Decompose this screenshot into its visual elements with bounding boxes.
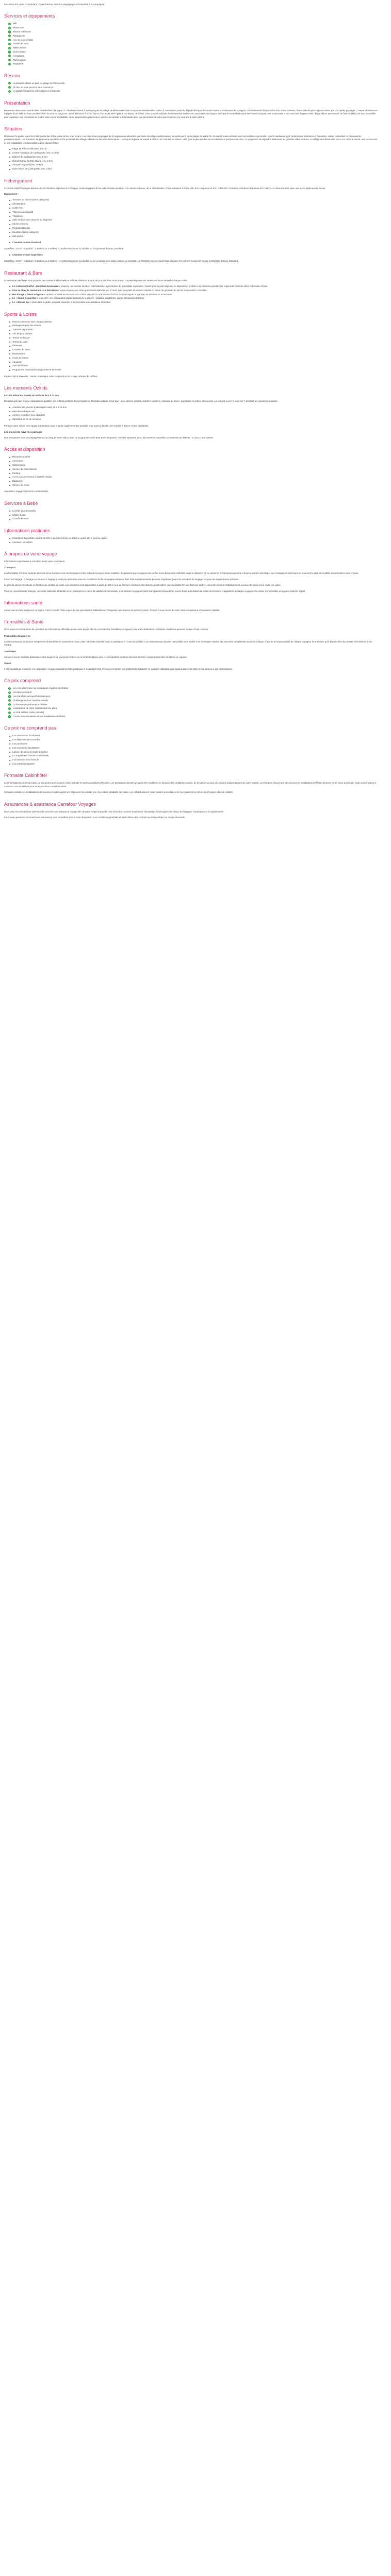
list-item-label: Wifi gratuit [12,234,23,238]
room-item [4,241,379,244]
list-item [8,90,379,93]
list-item-label: Animaux non admis. [12,540,33,544]
room-name: Chambre Deluxe Supérieure [12,253,43,256]
sports-list [4,320,379,372]
list-item [9,336,379,340]
room-name-item [9,241,379,244]
list-item-label: Transats et parasols [12,328,33,331]
enfants-list [4,406,379,421]
list-item-label: Sèche-cheveux [12,223,28,226]
hebergement-text: Le Grand Hôtel Clarivigne dispose de 82 chambres réparties sur 3 étages, toutes équipées d'une salle de bain privative, d'un sèche-cheveux, de la climatisation, d'une télévision à écran plat, d'un téléphone et d'un coffre-fort. Certaines chambres disposent d'un balcon ou d'une terrasse avec vue sur le jardin ou sur la mer. [4,187,326,190]
list-item [9,348,379,351]
list-item [9,510,379,513]
list-item [8,695,379,698]
list-item [8,42,379,45]
assurance-text: Nous vous recommandons vivement de souscrire une assurance voyage afin de partir l'esprit tranquille. Nos formules couvrent notamment l'annulation, l'interruption de séjour, les bagages, l'assistance et le rapatriement. [4,810,224,813]
outlet-name: Le « Brasse Bar » [12,301,31,304]
list-item [8,30,379,33]
list-item-label: Un lieu où vous pourrez vous ressourcer [13,86,54,89]
reseau-title: Réseau [4,73,21,78]
list-item-label: Salle de bain avec douche ou baignoire [12,218,52,222]
list-item [9,410,379,413]
list-item-label: Randonnées [12,352,25,355]
check-icon: ✓ [8,35,11,38]
list-item [9,223,379,226]
restauration-outlets [4,285,379,304]
list-item-label: La taxe de séjour à régler sur place [12,750,48,753]
sejour-text: Le prix du séjour est calculé en fonction du nombre de nuits. Les chambres sont disponibles à partir de 15h le jour de l'arrivée et doivent être libérées avant 11h le jour du départ. En cas d'arrivée tardive, merci de prévenir l'établissement. La taxe de séjour est à régler sur place. [4,584,281,587]
list-item-label: Programme d'animations en journée et en soirée [12,368,61,371]
list-item [8,691,379,694]
outlet-desc: un lieu convivial où savourer un cocktail, un café ou une boisson fraîche tout au long de la journée, en intérieur ou en terrasse. [46,293,173,296]
check-icon: ✓ [8,687,11,690]
list-item-label: Ascenseur [12,460,23,463]
list-item-label: Aire de jeux enfants [13,38,33,41]
list-item-label: Conciergerie [12,464,25,467]
presentation-title: Présentation [4,100,30,106]
services-section [4,13,379,65]
check-icon: ✓ [8,711,11,714]
list-item [9,414,379,417]
list-item [9,455,379,459]
list-item-label: Climatisation [12,202,26,206]
list-item-label: Tables tennis [13,46,26,49]
list-item [8,703,379,706]
check-icon: ✓ [8,90,11,93]
outlet-item [9,297,379,300]
situation-text: Découvrez la pointe ouest du Carlinguiste des Cités, entre terres, mer et lacs. Les plus beaux paysages de la région vous attendent, ponctués de villages pittoresques, de petits ports et de plages de sable fin. De nombreuses activités sont accessibles à proximité : sports nautiques, golf, randonnées pédestres et équestres, visites culturelles ou découvertes gastronomiques. Les amateurs de patrimoine apprécieront la proximité des villages classés et des sites historiques. L'aéroport régional se trouve à environ 40 minutes en voiture, et la gare la plus proche est accessible en quelques minutes, ce qui permet de rejoindre facilement les grandes villes voisines. Le village de Plémonville, avec son marché animé, ses commerces et ses restaurants, est accessible à pied depuis l'hôtel. [4,135,378,144]
list-item-label: Les excursions facultatives [12,746,40,749]
list-item-label: L'assistance de notre représentant sur place [13,707,58,710]
outlet-name: Le restaurant buffet « Méridiale Restaurant » [12,285,60,288]
list-item [9,202,379,206]
room-desc: Superficie : 24 m² - Capacité : 2 adultes ou 2 adultes + 1 enfant maximum. Lit double ou lits jumeaux, coin salon, balcon ou terrasse. La Chambre Deluxe Supérieure dispose des mêmes équipements que la Chambre Deluxe Standard. [4,260,239,263]
list-item-label: Cours de danse [12,356,28,359]
list-item [8,707,379,710]
assurance-section [4,802,379,820]
list-item [9,364,379,367]
equipment-list [4,198,379,238]
assurance-text2: Pour toute question concernant nos assurances, nos conseillers sont à votre disposition. Les conditions générales et particulières des contrats sont disponibles sur simple demande. [4,816,186,819]
list-item-label: Salle de fitness [12,364,28,367]
list-item-label: Tennis de table [12,340,28,343]
check-icon: ✓ [8,55,11,58]
list-item [9,468,379,471]
formalites-detail2: Aucune mesure sanitaire particulière n'est exigée à ce jour pour l'entrée sur le territoire. Nous vous recommandons toutefois de vous informer régulièrement des conditions en vigueur. [4,655,188,658]
restauration-title: Restaurant & Bars [4,270,42,276]
rooms [4,241,379,263]
list-item [9,361,379,364]
list-item [8,26,379,29]
enfants-subtitle: Le club enfant est ouvert aux enfants de 4 à 12 ans. [4,394,60,397]
list-item-label: Pataugeoire pour les enfants [12,324,42,327]
mobilite-section [4,431,379,439]
hebergement-title: Hébergement [4,178,32,183]
page [0,0,383,827]
list-item-label: L'hébergement en chambre double [13,699,48,702]
check-icon: ✓ [8,62,11,65]
list-item-label: Aéroport régional (env. 40 km) [12,163,43,166]
transport-text: Les formalités d'entrée, la durée des vols et les horaires sont communiqués à titre indicatif et peuvent être modifiés. Il appartient aux voyageurs de vérifier leurs documents d'identité avant le départ et de se présenter à l'aéroport au moins 2 heures avant le décollage. Les compagnies aériennes se réservent le droit de modifier leurs horaires sans préavis. [4,572,359,575]
restauration-section [4,270,379,304]
list-item [9,751,379,754]
list-item [9,211,379,214]
list-item-label: Le parfait compromis entre nature et modernité [13,90,60,93]
list-item-label: Chauffe-biberon [12,517,29,520]
room-item [4,253,379,257]
bagages-text: Franchise bagage : 1 bagage en soute et 1 bagage à main par personne selon les conditions de la compagnie aérienne. Des frais supplémentaires peuvent s'appliquer pour tout excédent de bagages ou pour les équipements spéciaux. [4,578,239,581]
list-item [9,341,379,344]
list-item-label: Les boissons hors formule [12,758,39,761]
conditions-text2: Certaines activités et installations sont soumises à un supplément et peuvent nécessiter une réservation préalable sur place. Les enfants doivent rester sous la surveillance de leurs parents en dehors des horaires du club enfants. [4,791,234,794]
check-icon: ✓ [8,715,11,718]
list-item-label: Le supplément chambre individuelle [12,754,49,757]
list-item [8,59,379,62]
list-item [9,738,379,741]
list-item-label: Grand Golf de la Côte Ouest (env. 6 km) [12,159,53,162]
list-item [9,460,379,463]
list-item-label: Les pourboires [12,742,28,745]
voyage-intro: Informations importantes à connaître avant votre réservation. [4,560,66,563]
list-item [9,480,379,483]
access-section [4,447,379,493]
list-item [8,699,379,702]
list-item-label: Wifi [13,22,17,25]
outlet-desc: propose une cuisine locale et internationale, agrémentée de spécialités régionales. Ouvert pour le petit-déjeuner, le déjeuner et le dîner. Les boissons pendant les repas sont incluses selon la formule choisie. [61,285,268,288]
check-icon: ✓ [8,22,11,25]
list-item [9,472,379,475]
sante-section [4,600,379,612]
list-item-label: Animations [13,54,24,57]
access-note: Assurance voyage fortement recommandée. [4,490,49,493]
assurance-title: Assurances & assistance Carrefour Voyages [4,801,96,807]
outlet-desc: vous propose une carte gourmande élaborée par le chef, avec des plats de saison mettant en valeur les produits du terroir. Réservation conseillée. [60,289,207,292]
services-list [4,22,379,65]
list-item-label: Bagagerie [12,480,23,483]
info-title: Informations pratiques [4,528,51,533]
access-list [4,455,379,487]
voyage-title: À propos de votre voyage [4,551,57,557]
outlet-item [9,293,379,296]
list-item [9,227,379,230]
list-item-label: Service de blanchisserie [12,467,37,470]
situation-title: Situation [4,126,23,131]
list-item [9,218,379,222]
list-item-label: Plage de Plémonville (env. 300 m) [12,147,47,150]
list-item-label: Spectacle de fin de semaine [12,418,41,421]
voyage-section [4,551,379,593]
list-item [9,151,379,155]
list-item-label: Aire de jeux enfants [12,332,32,335]
list-item-label: Service de réveil [12,484,29,486]
presentation-section [4,100,379,119]
list-item [8,22,379,25]
comprend-title: Ce prix comprend [4,678,41,684]
list-item-label: Les assurances facultatives [12,734,40,737]
list-item-label: Piscine extérieure avec espace détente [12,320,52,323]
formalites-title: Formalités & Santé [4,619,44,625]
list-item [9,476,379,479]
list-item-label: Les taxes aéroport [13,691,32,694]
list-item [8,39,379,42]
list-item [8,715,379,718]
services2-title: Services à Bébé [4,500,38,506]
formalites-sub3: Santé [4,663,11,666]
list-item [9,747,379,750]
list-item [9,156,379,159]
list-item-label: Marché de Carlinguiste (env. 3 km) [12,155,47,158]
list-item-label: Pataugeoire [13,34,25,37]
list-item [9,324,379,327]
list-item-label: Club enfants [13,50,26,53]
enfants-text: Encadrés par une équipe d'animateurs qualifiés, les enfants profitent d'un programme d'activités adapté à leur âge : jeux, ateliers créatifs, activités sportives, chasses au trésor, spectacles et sorties découverte. Le club est ouvert 6 jours sur 7 pendant les vacances scolaires. [4,400,278,403]
formalites-subtitle: Formalités douanières [4,635,31,638]
outlet-name: Pour le dîner, le restaurant « Le Pain Beau » [12,289,60,292]
list-item [9,514,379,517]
equipment-title: Équipement : [4,193,19,196]
sante-title: Informations santé [4,600,43,606]
list-item [9,320,379,324]
list-item-label: Télévision écran plat [12,210,34,213]
list-item [9,418,379,421]
outlet-item [9,285,379,288]
list-item [8,711,379,714]
list-item [9,754,379,757]
access-title: Accès et disposition [4,447,45,452]
enfants-title: Les moments Ozkids [4,385,48,391]
excluded-section [4,725,379,766]
list-item [8,55,379,58]
list-item-label: Chambres disponibles à partir de 15h le jour de l'arrivée et à libérer avant 11h le jour du départ. [12,536,108,539]
room-name: Chambre Deluxe Standard [12,241,41,244]
list-item-label: Réception 24h/24 [12,455,30,459]
list-item [9,484,379,487]
outlet-desc: situé dans le jardin, propose boissons et en-cas dans une ambiance détendue. [32,301,111,304]
info-list [4,537,379,544]
list-item-label: Bagagerie [13,62,24,65]
outlet-name: Le « Snack Ocean Bar » [12,297,38,300]
list-item [8,62,379,65]
sports-text: Espace Spa & Bien-être : sauna, massages, soins corporels et du visage, séance de coiffure... [4,375,99,378]
list-item [9,163,379,166]
list-item [9,167,379,171]
list-item [8,86,379,89]
sante-text: Aucun vaccin n'est exigé pour ce séjour. Il est conseillé d'être à jour de ses vaccinations habituelles et d'emporter une trousse de premiers soins. Pensez à vous munir de votre carte européenne d'assurance maladie. [4,609,220,612]
check-icon: ✓ [8,30,11,33]
check-icon: ✓ [8,26,11,29]
list-item [9,734,379,737]
list-item [9,231,379,234]
list-item [9,517,379,520]
outlet-item [9,301,379,304]
check-icon: ✓ [8,86,11,89]
list-item-label: Aquagym [12,360,22,363]
list-item-label: Pétanque [12,344,22,347]
list-item-label: Terrain multisport [12,336,30,339]
list-item-label: Terrasse ou balcon (selon catégorie) [12,198,50,201]
formalites-detail3: Il est conseillé de souscrire une assurance voyage couvrant les frais médicaux et le rapatriement. Pensez à emporter vos traitements habituels en quantité suffisante pour toute la durée de votre séjour ainsi que vos ordonnances. [4,668,233,671]
sports-section [4,312,379,378]
list-item-label: Location de vélos [12,348,30,351]
list-item-label: Les activités payantes [12,762,35,766]
check-icon: ✓ [8,38,11,41]
list-item [9,541,379,544]
presentation-text: Bienvenue dans notre Grand Hôtel Grand Hôtel Clarivigne 3*. Idéalement situé à quelques pas du village de Plémonville dans un quartier résidentiel et calme, il constitue le point de départ idéal pour découvrir toutes les richesses de la région. L'établissement dispose d'un bar, d'une terrasse, d'une salle de petit-déjeuner ainsi que d'un jardin paysager. Chaque chambre est équipée d'une salle de bain privative avec douche ou baignoire, d'une télévision à écran plat et d'un accès Wi-Fi gratuit. Au départ de l'hôtel, vous pourrez rejoindre facilement les sentiers de randonnée, les plages ainsi que le centre historique avec ses boutiques, ses restaurants et ses marchés. Le personnel, disponible et attentionné, se fera un plaisir de vous conseiller pour organiser vos excursions et rendre votre séjour inoubliable. Nous proposons également un service de navette sur demande ainsi que la location de vélos pour explorer les environs à votre rythme. [4,109,378,118]
excluded-title: Ce prix ne comprend pas [4,725,56,731]
list-item-label: Produits d'accueil [12,227,30,229]
list-item [9,464,379,467]
outlet-desc: vous offre une restauration rapide au bord de la piscine : salades, sandwichs, glaces et boissons fraîches. [39,297,145,300]
check-icon: ✓ [8,691,11,694]
list-item [9,198,379,201]
check-icon: ✓ [8,58,11,61]
list-item-label: Chaise haute [12,513,26,516]
sports-title: Sports & Loisirs [4,311,37,317]
check-icon: ✓ [8,82,11,85]
check-icon: ✓ [8,695,11,698]
mobilite-text: Nos animateurs vous accompagnent tout au long de votre séjour avec un programme varié pour petits et grands. Activités sportives, jeux, découvertes culturelles ou moments de détente : à chacun son rythme. [4,436,214,439]
list-item-label: Centre historique de Carlinguiste (env. 2,5 km) [12,151,59,155]
list-item [9,207,379,210]
list-item-label: Lit bébé (sur demande) [12,509,36,512]
list-item-label: Piscine extérieure [13,30,31,33]
list-item [9,352,379,355]
enfants-section [4,385,379,428]
list-item-label: Les transferts aéroport/hôtel/aéroport [13,695,51,698]
outlet-name: Bar-lounge « Zéro-Lucky-Bar » [12,293,46,296]
list-item-label: Activités à la journée (matin/après-midi) de 4 à 12 ans [12,405,67,409]
list-item [9,406,379,409]
restauration-text: Le restaurant de l'hôtel vous propose une cuisine traditionnelle et raffinée élaborée à partir de produits frais et de saison. Le petit-déjeuner est servi sous forme de buffet chaque matin. [4,279,188,282]
reseau-section [4,73,379,93]
excluded-list [4,734,379,766]
list-item-label: Les vols aller/retour sur compagnie régulière ou charter [13,687,69,690]
formalites-sub2: Sanitaires [4,650,16,653]
check-icon: ✓ [8,46,11,49]
formalites-text: Pour les ressortissants français, une carte nationale d'identité ou un passeport en cours de validité est nécessaire. Les mineurs voyageant sans leurs parents doivent être munis d'une autorisation de sortie du territoire. Il appartient à chaque voyageur de vérifier les formalités en vigueur avant le départ. [4,589,306,592]
situation-distances [4,147,379,171]
situation-section [4,126,379,171]
list-item-label: Les dépenses personnelles [12,738,40,741]
check-icon: ✓ [8,699,11,702]
mobilite-title: Les moments ouverts à partager [4,431,43,434]
check-icon: ✓ [8,50,11,54]
list-item-label: Ateliers créatifs et jeux éducatifs [12,414,45,417]
services2-section [4,501,379,521]
list-item-label: Le club enfants (selon période) [13,711,44,714]
list-item-label: L'accès aux animations et aux installations de l'hôtel [13,715,66,718]
list-item [9,368,379,371]
room-name-item [9,253,379,257]
list-item-label: Parking [12,471,20,474]
list-item [8,82,379,85]
services2-list [4,510,379,521]
conditions-title: Formalité Cabinhôtel [4,773,47,778]
list-item [9,742,379,745]
list-item [8,687,379,690]
check-icon: ✓ [8,42,11,45]
list-item-label: Parking privé [13,58,26,61]
formalites-detail: Les ressortissants de l'Union européenne doivent être en possession d'une carte nationale d'identité ou d'un passeport en cours de validité. Les ressortissants d'autres nationalités sont invités à se renseigner auprès des autorités compétentes avant leur départ. Il est de la responsabilité de chaque voyageur de s'assurer qu'il dispose des documents nécessaires à son voyage. [4,640,372,647]
list-item [9,235,379,238]
list-item [9,332,379,335]
list-item [9,758,379,761]
list-item [9,357,379,360]
formalites-section [4,619,379,671]
list-item-label: Gare SNCF de Carlinguiste (env. 3 km) [12,167,52,171]
list-item-label: Terrain de sport [13,42,29,45]
list-item [9,160,379,163]
list-item-label: Téléphone [12,214,23,217]
list-item [8,35,379,38]
services-title: Services et équipements [4,13,55,19]
conditions-text: Les informations contenues dans ce document sont fournies à titre indicatif et sont susceptibles d'évoluer. Les prestations décrites peuvent être modifiées en fonction des conditions locales, de la saison ou pour des raisons indépendantes de notre volonté. Les horaires d'ouverture des services et installations de l'hôtel peuvent varier selon la période. Nous vous invitons à contacter nos conseillers pour toute précision complémentaire. [4,782,376,788]
list-item [9,762,379,766]
list-item [9,328,379,331]
room-desc: Superficie : 18 m² - Capacité : 2 adultes ou 2 adultes + 1 enfant maximum. Lit double ou lits jumeaux, bureau, penderie. [4,247,124,250]
conditions-section [4,773,379,794]
list-item [8,50,379,54]
transport-title: Transport [4,567,16,570]
list-item [9,344,379,347]
intro-text: Excursion à la carte comprenant : Coup d'oeil au sein d'un paysage pour l'ensemble à la compagnie. [4,3,105,6]
list-item [8,46,379,49]
list-item-label: La formule de restauration choisie [13,703,47,706]
list-item-label: Restaurant [13,26,24,29]
check-icon: ✓ [8,707,11,710]
hebergement-section [4,178,379,263]
formalites-text: Nous vous recommandons de consulter les informations officielles avant votre départ afin de connaître les formalités en vigueur pour votre destination. Certaines conditions peuvent évoluer à tout moment. [4,628,209,631]
list-item [9,537,379,540]
info-section [4,528,379,544]
list-item [9,215,379,218]
comprend-section [4,678,379,718]
outlet-item [9,289,379,292]
list-item-label: Accès aux personnes à mobilité réduite [12,476,52,479]
enfants-note: Pendant votre séjour, une équipe d'animation vous propose également des activités pour toute la famille, des soirées à thème et des spectacles. [4,424,149,427]
reseau-list [4,82,379,93]
list-item-label: Bouilloire (selon catégorie) [12,230,39,233]
list-item [9,147,379,150]
list-item-label: Coffre-fort [12,207,23,210]
comprend-list [4,687,379,718]
list-item-label: Mini-disco chaque soir [12,410,35,413]
check-icon: ✓ [8,703,11,706]
list-item-label: La situation idéale au pied du village de Plémonville [13,81,65,84]
